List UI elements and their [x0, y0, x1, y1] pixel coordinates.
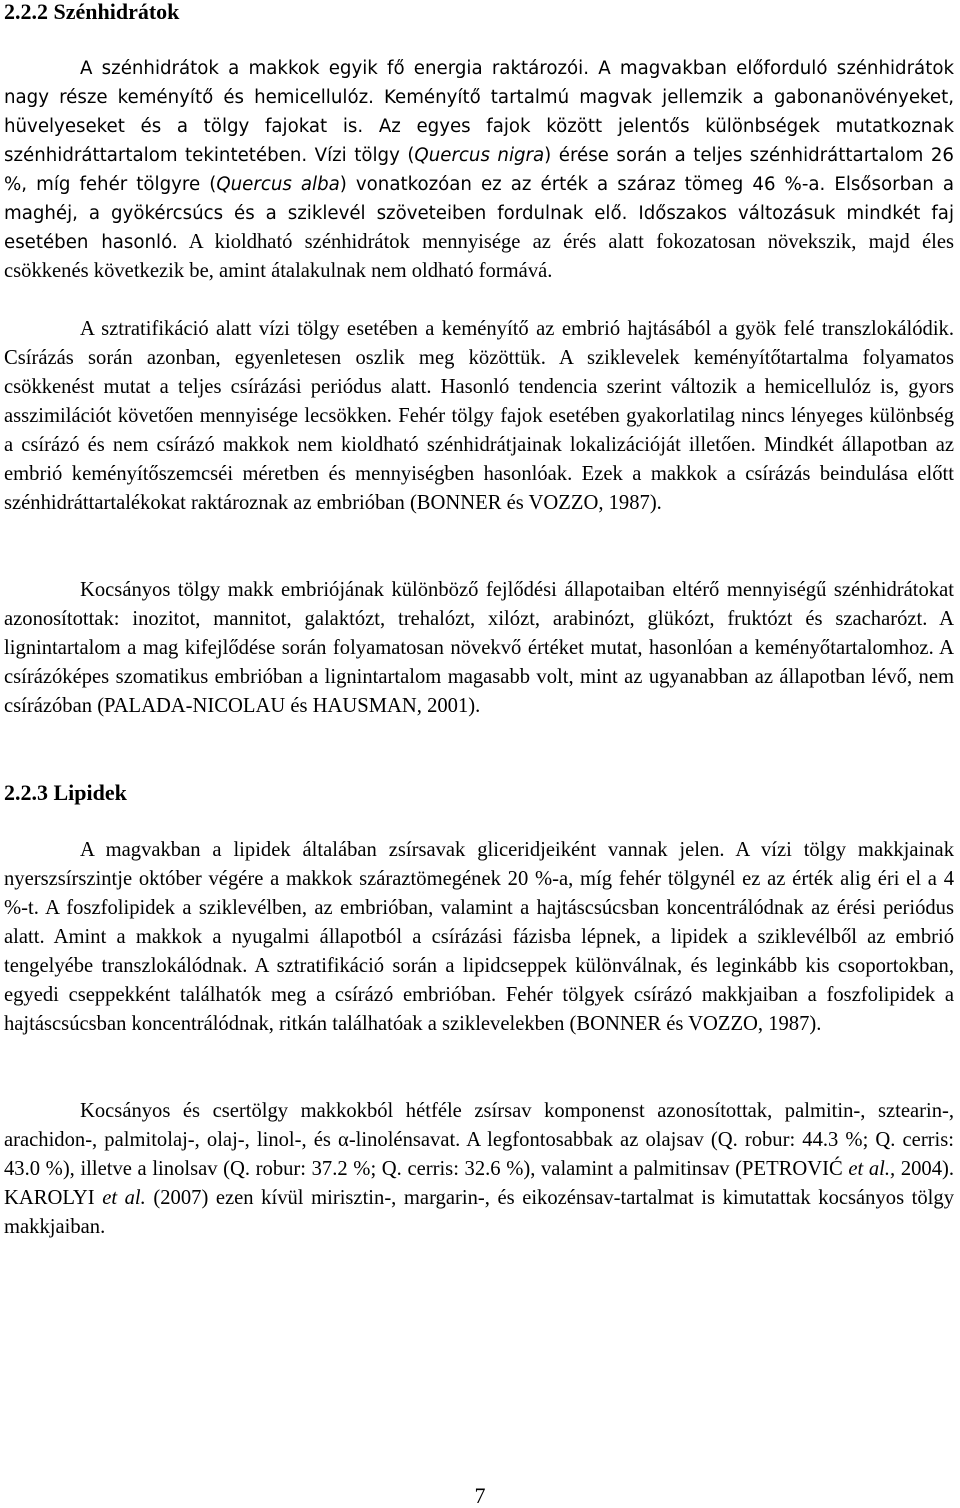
page-number: 7 [474, 1483, 486, 1508]
text-run: 2004). KAROLYI [4, 1158, 955, 1209]
text-run: Quercus alba [216, 174, 340, 195]
section-heading: 2.2.2 Szénhidrátok [4, 0, 180, 24]
paragraph [4, 836, 954, 1039]
paragraph [4, 576, 954, 721]
text-run: ) vonatkozóan ez az érték a száraz tömeg 46 %-a. Elsősorban a maghéj, a gyökércsúcs és a sziklevél szöveteiben fordulnak elő. Időszakos változásuk mindkét faj esetében hasonló. [4, 174, 954, 253]
section-heading: 2.2.3 Lipidek [4, 780, 127, 805]
text-run: et al. [102, 1187, 146, 1209]
text-run: A magvakban a lipidek általában zsírsavak gliceridjeiként vannak jelen. A vízi tölgy makkjainak nyerszsírszintje október végére a makkok száraztömegének 20 %-a, míg fehér tölgynél ez az érték alig éri el a 4 %-t. A foszfolipidek a sziklevélben, az embrióban, valamint a hajtáscsúcsban koncentrálódnak az érési periódus alatt. Amint a makkok a nyugalmi állapotból a csírázási fázisba lépnek, a lipidek a sziklevélből az embrió tengelyébe transzlokálódnak. A sztratifikáció során a lipidcseppek különválnak, és leginkább kis csoportokban, egyedi cseppekként találhatók meg a csírázó embrióban. Fehér tölgyek csírázó makkjaiban a foszfolipidek a hajtáscsúcsban koncentrálódnak, ritkán találhatóak a sziklevelekben (BONNER és VOZZO, 1987). [4, 839, 954, 1035]
text-run: Kocsányos és csertölgy makkokból hétféle zsírsav komponenst azonosítottak, palmitin-, sztearin-, arachidon-, palmitolaj-, olaj-, linol-, és α-linolénsavat. A legfontosabbak az olajsav (Q. robur: 44.3 %; Q. cerris: 43.0 %), illetve a linolsav (Q. robur: 37.2 %; Q. cerris: 32.6 %), valamint a palmitinsav (PETROVIĆ [4, 1100, 954, 1180]
text-run: ) érése során a teljes szénhidráttartalom 26 %, míg fehér tölgyre ( [4, 145, 954, 195]
paragraph [4, 1097, 954, 1242]
paragraph [4, 315, 954, 518]
text-run: A szénhidrátok a makkok egyik fő energia raktározói. A magvakban előforduló szénhidrátok nagy része keményítő és hemicellulóz. Keményítő tartalmú magvak jellemzik a gabonanövényeket, hüvelyeseket és a tölgy fajokat is. Az egyes fajok között jelentős különbségek mutatkoznak szénhidráttartalom tekintetében. Vízi tölgy ( [4, 58, 954, 166]
text-run: et al., [848, 1158, 896, 1180]
paragraph [4, 54, 954, 286]
text-run: (2007) ezen kívül mirisztin-, margarin-, és eikozénsav-tartalmat is kimutattak kocsányos tölgy makkjaiban. [4, 1187, 954, 1238]
text-run: A sztratifikáció alatt vízi tölgy esetében a keményítő az embrió hajtásából a gyök felé transzlokálódik. Csírázás során azonban, egyenletesen oszlik meg közöttük. A sziklevelek keményítőtartalma folyamatos csökkenést mutat a teljes csírázási periódus alatt. Hasonló tendencia szerint változik a hemicellulóz is, gyors asszimilációt követően mennyisége lecsökken. Fehér tölgy fajok esetében gyakorlatilag nincs lényeges különbség a csírázó és nem csírázó makkok nem kioldható szénhidrátjainak lokalizációját illetően. Mindkét állapotban az embrió keményítőszemcséi méretben és mennyiségben hasonlóak. Ezek a makkok a csírázás beindulása előtt szénhidráttartalékokat raktároznak az embrióban (BONNER és VOZZO, 1987). [4, 318, 954, 514]
text-run: Kocsányos tölgy makk embriójának különböző fejlődési állapotaiban eltérő mennyiségű szénhidrátokat azonosítottak: inozitot, mannitot, galaktózt, trehalózt, xilózt, arabinózt, glükózt, fruktózt és szacharózt. A lignintartalom a mag kifejlődése során folyamatosan növekvő értéket mutat, hasonlóan a keményőtartalomhoz. A csírázóképes szomatikus embrióban a lignintartalom magasabb volt, mint az ugyanabban az állapotban lévő, nem csírázóban (PALADA-NICOLAU és HAUSMAN, 2001). [4, 579, 954, 717]
text-run: A kioldható szénhidrátok mennyisége az érés alatt fokozatosan növekszik, majd éles csökkenés következik be, amint átalakulnak nem oldható formává. [4, 231, 954, 282]
text-run: Quercus nigra [414, 145, 545, 166]
